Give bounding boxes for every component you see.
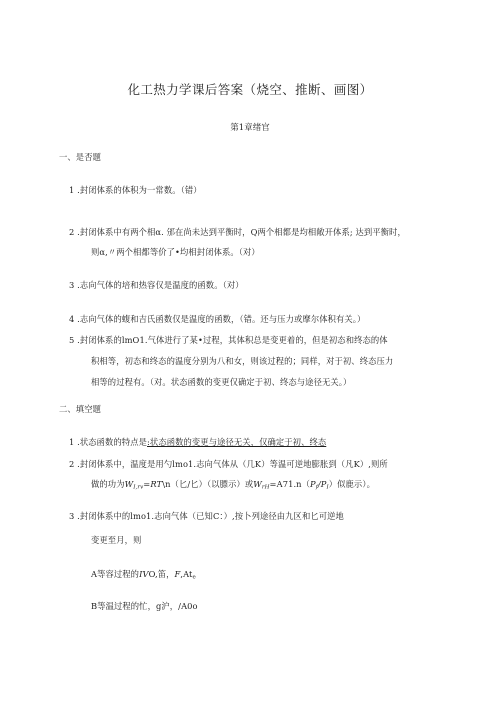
fill-3-line-1: 3 .封闭体系中的lmo1.志向气体（已知C：）,按卜列途径由九区和匕可逆地	[69, 511, 344, 521]
section-heading-true-false: 一、是否题	[59, 152, 101, 162]
fill-3-line-2: 变更至月，则	[91, 535, 142, 545]
fill-1-prefix: 1 .状态函数的特点是	[69, 437, 148, 447]
question-2-line-2: 则α,〃两个相都等价了•均相封闭体系。（对）	[91, 247, 260, 257]
fill-2-work-symbol: W	[124, 479, 134, 489]
fill-2-text-a: 做的功为	[91, 479, 125, 489]
question-5-line-2: 积相等，初态和终态的温度分别为八和女，则该过程的；同样，对于初、终态压力	[91, 356, 394, 366]
fill-2-rt: RT	[150, 479, 163, 489]
question-5-line-3: 相等的过程有。（对。状态函数的变更仅确定于初、终态与途径无关。）	[91, 377, 352, 387]
question-1: 1 .封闭体系的体积为一常数。（错）	[69, 185, 202, 195]
fill-2-pressure-subscript: f	[315, 484, 318, 491]
fill-3-item-b: B等温过程的忙，g沪，/A0o	[91, 601, 198, 611]
fill-2-equals: =	[143, 479, 151, 489]
question-5-line-1: 5 .封闭体系的lmO1.气体进行了某•过程，其体积总是变更着的，但是初态和终态的体	[69, 335, 388, 345]
fill-2-slash: /	[317, 479, 321, 489]
fill-2-line-2	[91, 478, 375, 490]
fill-3-item-a	[91, 568, 196, 580]
item-a-middle: O,笛，	[148, 569, 175, 579]
fill-1	[69, 436, 326, 448]
question-3: 3 .志向气体的培和热容仅是温度的函数。（对）	[69, 280, 244, 290]
fill-1-answer: :状态函数的变更与途径无关，仅确定于初、终态	[147, 437, 327, 447]
question-2-line-1: 2 .封闭体系中有两个相α. 邠在尚未达到平衡时，Q两个相都是均相敞开体系; 达到平衡时，	[69, 227, 406, 237]
fill-2-pressure-symbol: P	[310, 479, 316, 489]
fill-2-text-e: ）似鹿示）。	[328, 479, 375, 489]
chapter-heading: 第1章绪官	[230, 123, 270, 133]
section-heading-fill-in: 二、填空题	[59, 404, 101, 414]
fill-2-pressure-subscript-2: I	[326, 484, 329, 491]
fill-2-text-d: =A71.n（	[269, 479, 311, 489]
item-a-end: ,At	[180, 569, 193, 579]
item-a-work-symbol: IV	[139, 569, 149, 579]
fill-2-line-1: 2 .封闭体系中，温度是用勺lmo1.志向气体从（几K）等温可逆地膨胀到（凡K）,则所	[69, 459, 388, 469]
fill-2-pressure-symbol-2: P	[320, 479, 327, 489]
fill-2-work-symbol-2: W	[253, 479, 262, 489]
item-a-f-symbol: F	[174, 569, 181, 579]
fill-2-work-subscript: I,rv	[133, 484, 144, 491]
question-4: 4 .志向气体的蝮和吉氏函数仅是温度的函数，（错。还与压力或摩尔体积有关。）	[69, 314, 366, 324]
item-a-subscript: e	[192, 574, 196, 581]
document-title: 化工热力学课后答案（烧空、推断、画图）	[127, 82, 373, 97]
fill-2-text-c: \n（匕/匕）（以膘示）或	[162, 479, 254, 489]
item-a-prefix: A等容过程的	[91, 569, 140, 579]
fill-2-work-subscript-2: rH	[261, 484, 270, 491]
